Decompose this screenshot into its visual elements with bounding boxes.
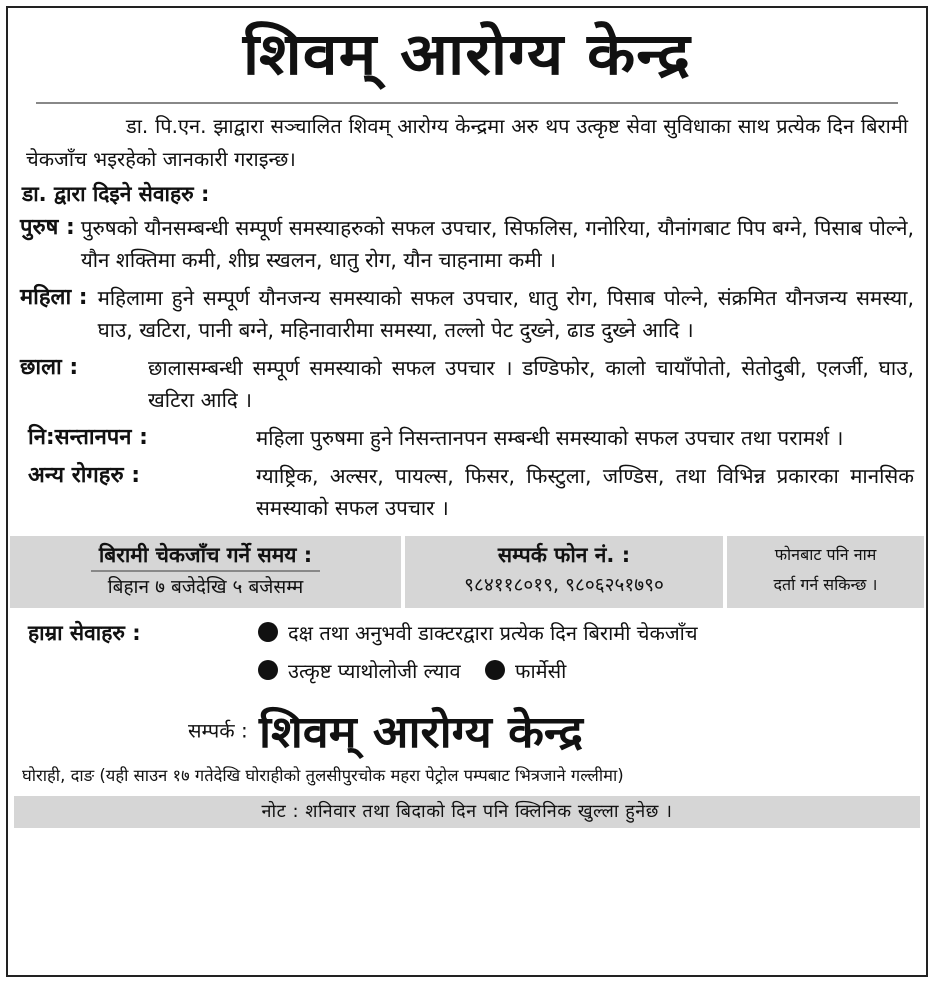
service-label: नि:सन्तानपन : [28, 425, 148, 450]
our-service-item: फार्मेसी [485, 659, 566, 683]
service-row-female [8, 282, 926, 346]
phone-title: सम्पर्क फोन नं. : [497, 543, 631, 567]
note-bar: नोट : शनिवार तथा बिदाको दिन पनि क्लिनिक खुल्ला हुनेछ । [14, 796, 920, 828]
info-band [10, 536, 924, 608]
service-label: छाला : [20, 355, 79, 380]
timing-value: बिहान ७ बजेदेखि ५ बजेसम्म [107, 576, 304, 598]
service-text: महिलामा हुने सम्पूर्ण यौनजन्य समस्याको सफल उपचार, धातु रोग, पिसाब पोल्ने, संक्रमित यौनजन्य समस्या, घाउ, खटिरा, पानी बग्ने, महिनावारीमा समस्या, तल्लो पेट दुख्ने, ढाड दुख्ने आदि । [97, 286, 914, 342]
service-row-infertility [8, 422, 926, 454]
page-title: शिवम् आरोग्य केन्द्र [242, 20, 692, 88]
phone-note-line-1: फोनबाट पनि नाम [774, 545, 877, 564]
service-text: ग्याष्ट्रिक, अल्सर, पायल्स, फिसर, फिस्टुला, जण्डिस, तथा विभिन्न प्रकारका मानसिक समस्याको सफल उपचार । [256, 464, 914, 520]
our-service-item: दक्ष तथा अनुभवी डाक्टरद्वारा प्रत्येक दिन बिरामी चेकजाँच [258, 614, 698, 652]
service-label: पुरुष : [20, 215, 75, 240]
phone-note-cell [727, 536, 924, 608]
service-text: महिला पुरुषमा हुने निसन्तानपन सम्बन्धी समस्याको सफल उपचार तथा परामर्श । [256, 426, 844, 450]
service-text: छालासम्बन्धी सम्पूर्ण समस्याको सफल उपचार । डण्डिफोर, कालो चायाँपोतो, सेतोदुबी, एलर्जी, घाउ, खटिरा आदि । [148, 356, 914, 412]
contact-row [8, 700, 926, 760]
advertisement [6, 6, 928, 977]
service-row-other [8, 460, 926, 524]
service-label: महिला : [20, 285, 88, 310]
service-text: पुरुषको यौनसम्बन्धी सम्पूर्ण समस्याहरुको सफल उपचार, सिफलिस, गनोरिया, यौनांगबाट पिप बग्ने, पिसाब पोल्ने, यौन शक्तिमा कमी, शीघ्र स्खलन, धातु रोग, यौन चाहनामा कमी । [80, 216, 914, 272]
service-row-skin [8, 352, 926, 416]
bullet-icon [258, 660, 278, 680]
our-services-row [8, 608, 926, 652]
phone-note-line-2: दर्ता गर्न सकिन्छ । [773, 575, 878, 594]
our-services-label: हाम्रा सेवाहरु : [28, 621, 141, 645]
bullet-icon [258, 622, 278, 642]
contact-name: शिवम् आरोग्य केन्द्र [258, 707, 583, 758]
service-label: अन्य रोगहरु : [28, 463, 141, 488]
address: घोराही, दाङ (यही साउन १७ गतेदेखि घोराहीको तुलसीपुरचोक महरा पेट्रोल पम्पबाट भित्रजाने गल्लीमा) [22, 766, 624, 785]
our-services-row-2 [8, 652, 926, 690]
phone-cell [405, 536, 727, 608]
bullet-icon [485, 660, 505, 680]
services-heading: डा. द्वारा दिइने सेवाहरु : [22, 182, 210, 206]
intro-paragraph: डा. पि.एन. झाद्वारा सञ्चालित शिवम् आरोग्य केन्द्रमा अरु थप उत्कृष्ट सेवा सुविधाका साथ प्रत्येक दिन बिरामी चेकजाँच भइरहेको जानकारी गराइन्छ। [26, 114, 908, 171]
contact-label: सम्पर्क : [188, 718, 248, 743]
phone-value: ९८४११८०१९, ९८०६२५१७९० [464, 574, 664, 596]
our-service-item: उत्कृष्ट प्याथोलोजी ल्याव [258, 659, 461, 683]
timing-cell [10, 536, 405, 608]
service-row-male [8, 212, 926, 276]
timing-title: बिरामी चेकजाँच गर्ने समय : [91, 540, 320, 572]
